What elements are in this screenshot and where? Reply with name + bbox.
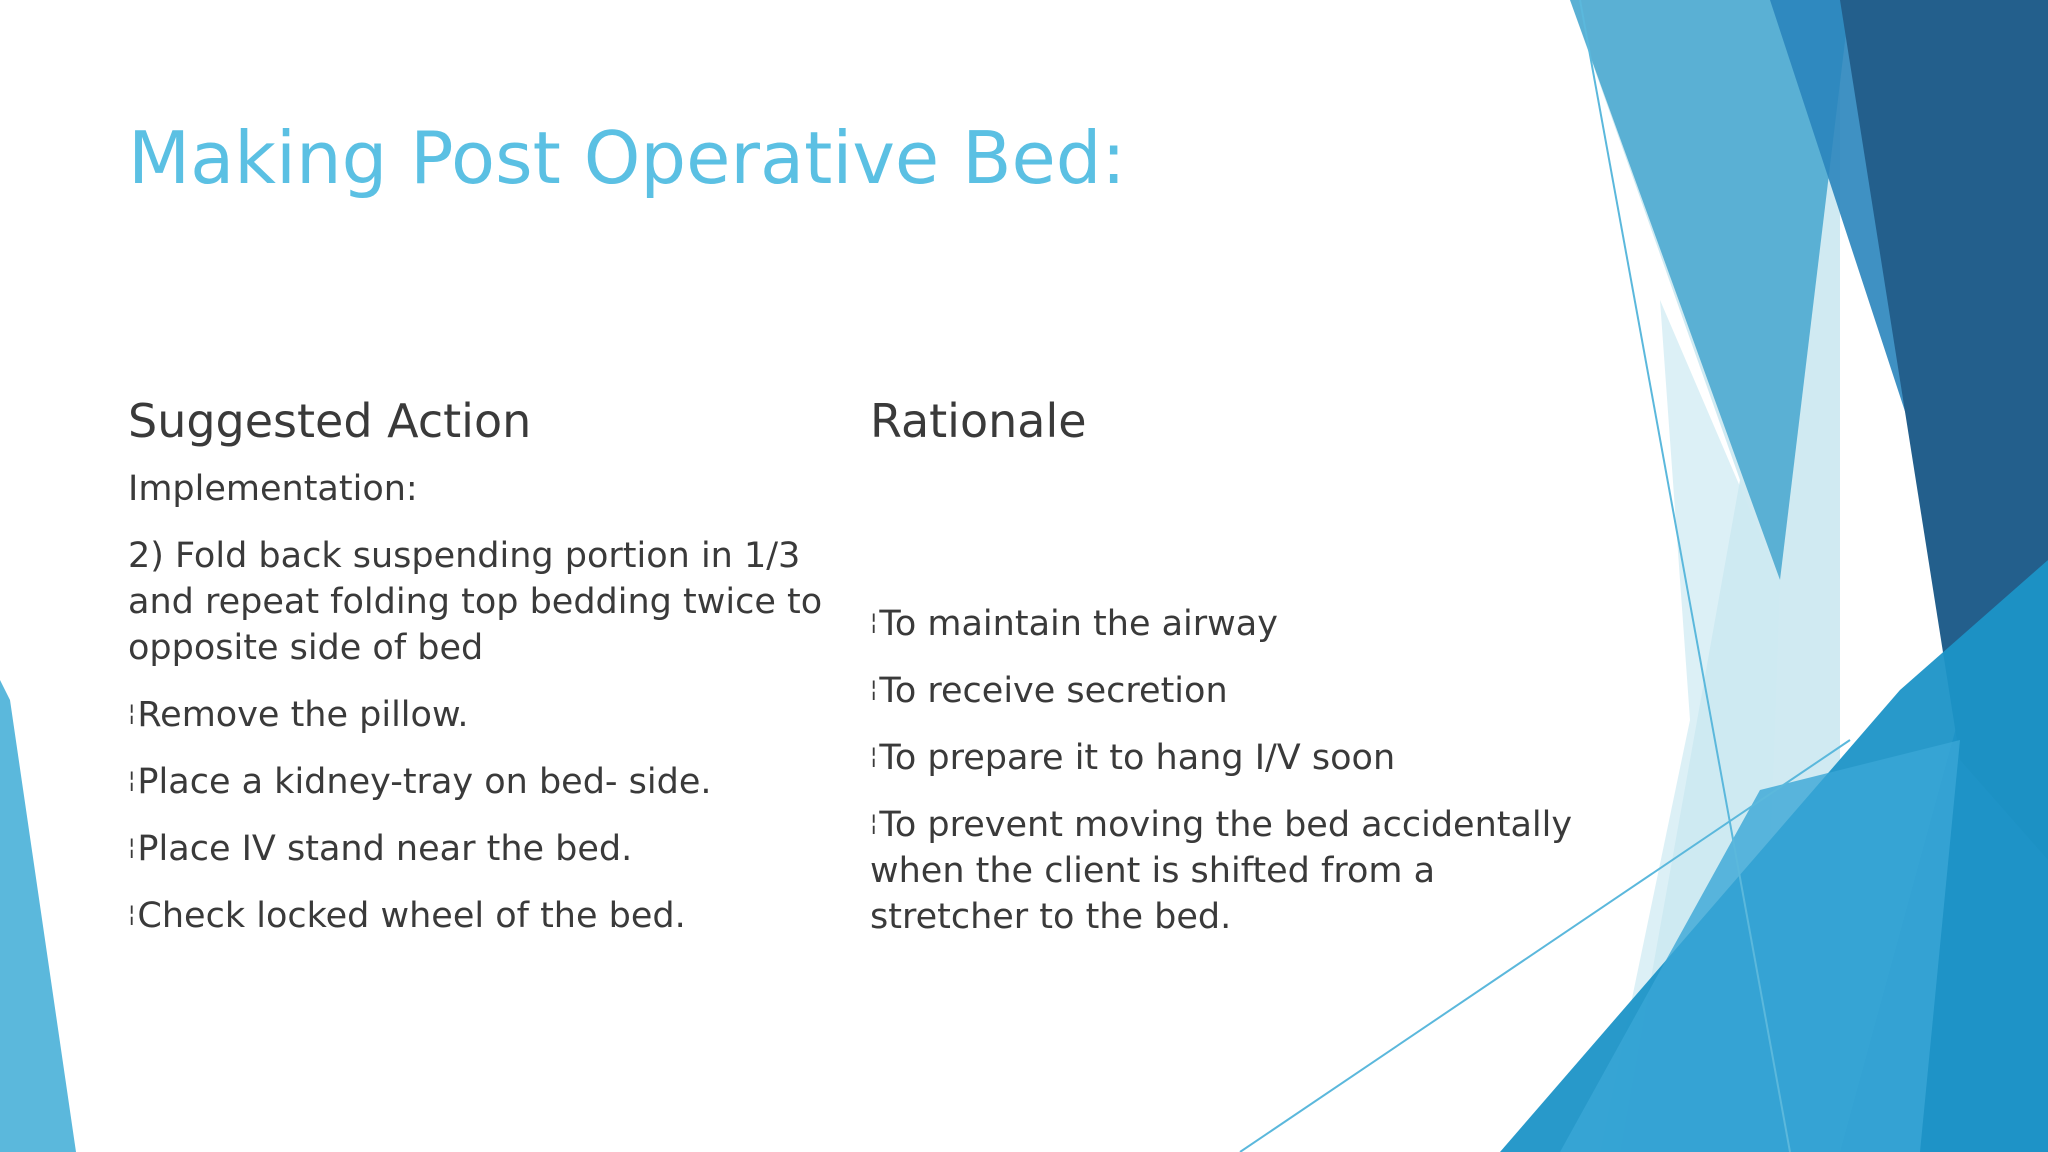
- bullet-icon: ¦: [870, 677, 878, 702]
- rationale-item-text: To receive secretion: [879, 671, 1228, 711]
- action-item-text: Place a kidney-tray on bed- side.: [137, 762, 712, 802]
- action-item-text: Place IV stand near the bed.: [137, 829, 633, 869]
- rationale-item: [870, 735, 1590, 781]
- deco-left-sliver: [0, 680, 76, 1152]
- suggested-action-heading: Suggested Action: [128, 394, 532, 448]
- bullet-icon: ¦: [870, 811, 878, 836]
- slide-title: Making Post Operative Bed:: [128, 116, 1126, 200]
- rationale-heading: Rationale: [870, 394, 1087, 448]
- rationale-column: [870, 390, 1590, 961]
- suggested-action-column: [128, 390, 828, 960]
- rationale-item-text: To prepare it to hang I/V soon: [879, 738, 1396, 778]
- action-item: [128, 759, 828, 805]
- bullet-icon: ¦: [870, 744, 878, 769]
- rationale-item: [870, 601, 1590, 647]
- action-item: [128, 893, 828, 939]
- rationale-item: [870, 668, 1590, 714]
- bullet-icon: ¦: [128, 701, 136, 726]
- action-item-text: Remove the pillow.: [137, 695, 469, 735]
- bullet-icon: ¦: [870, 610, 878, 635]
- action-item: [128, 692, 828, 738]
- rationale-item: [870, 802, 1590, 940]
- implementation-label: Implementation:: [128, 469, 418, 509]
- rationale-spacer: [870, 466, 1590, 601]
- action-item: [128, 826, 828, 872]
- bullet-icon: ¦: [128, 902, 136, 927]
- fold-back-step: 2) Fold back suspending portion in 1/3 and repeat folding top bedding twice to opposite side of bed: [128, 536, 823, 668]
- rationale-item-text: To prevent moving the bed accidentally when the client is shifted from a stretcher to the bed.: [870, 805, 1573, 937]
- bullet-icon: ¦: [128, 835, 136, 860]
- action-item-text: Check locked wheel of the bed.: [137, 896, 686, 936]
- bullet-icon: ¦: [128, 768, 136, 793]
- rationale-item-text: To maintain the airway: [879, 604, 1278, 644]
